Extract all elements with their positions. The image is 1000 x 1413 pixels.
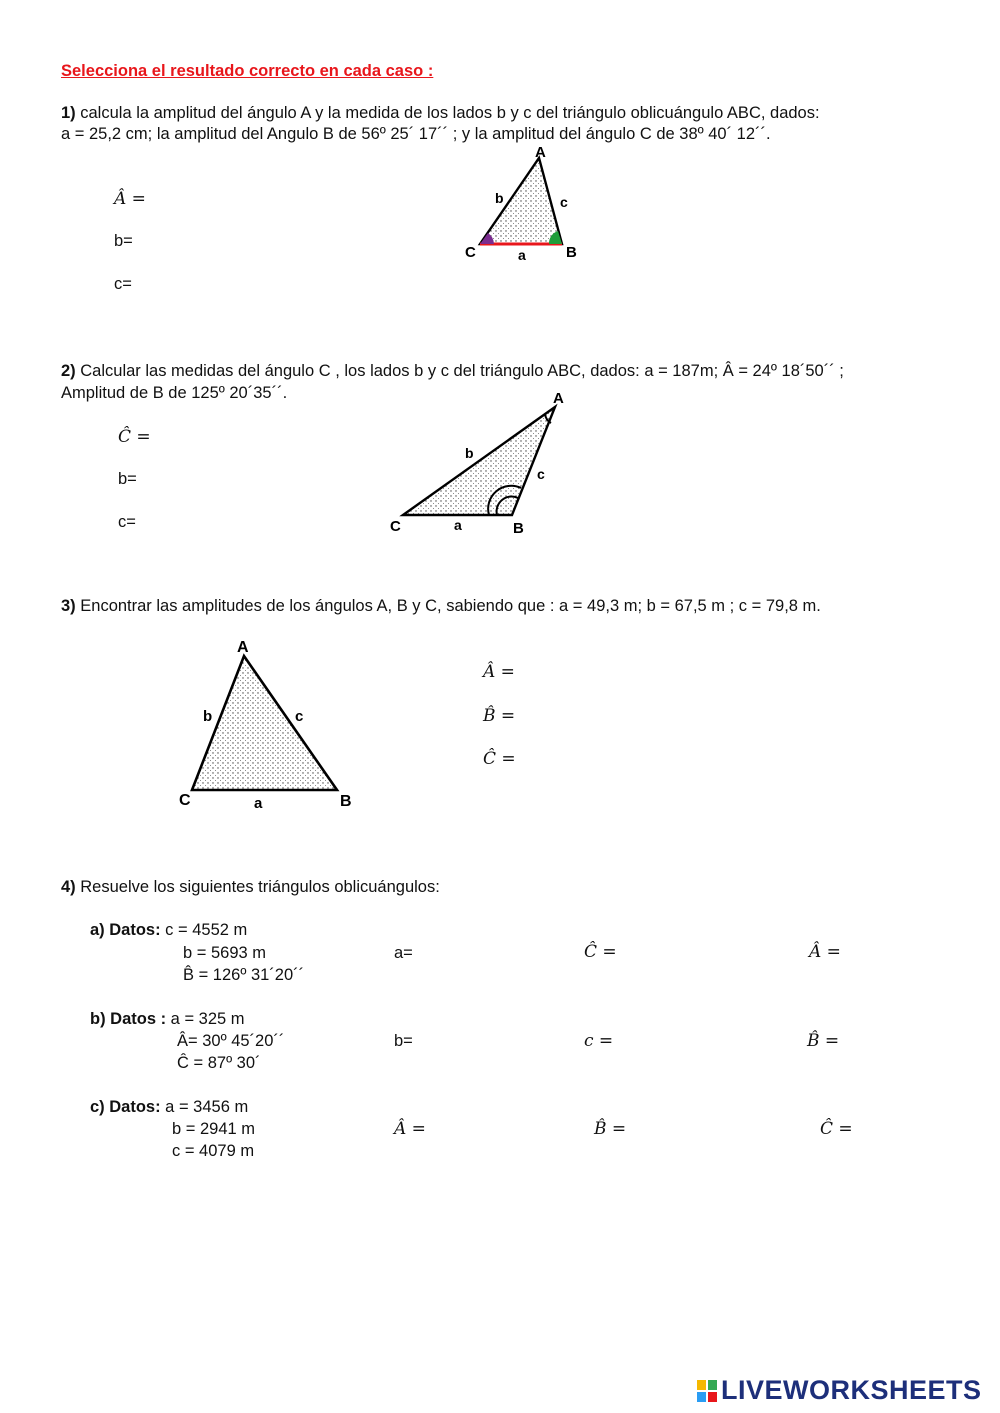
q1-line1 [61, 104, 820, 123]
q4a-label: a) Datos: [90, 921, 161, 939]
q3-vertex-a: A [237, 639, 249, 656]
q2-side-a-label: a [454, 517, 462, 533]
q2-vertex-a: A [553, 390, 564, 407]
q3-side-a-label: a [254, 795, 263, 812]
q1-answer-angle-a[interactable]: Â = [114, 189, 146, 209]
liveworksheets-wordmark: LIVEWORKSHEETS [721, 1375, 982, 1405]
q4-number: 4) [61, 878, 76, 896]
q1-text1: calcula la amplitud del ángulo A y la medida de los lados b y c del triángulo oblicuángulo ABC, dados: [75, 104, 820, 122]
q1-vertex-a: A [535, 144, 546, 161]
q4c-answer-angle-b[interactable]: B̂ = [594, 1119, 627, 1139]
q4b-a-value: a = 325 m [166, 1010, 245, 1028]
q4c-label: c) Datos: [90, 1098, 161, 1116]
q4a-angle-b-value: B̂ = 126º 31´20´´ [183, 966, 305, 984]
q2-triangle-diagram [385, 385, 575, 537]
q2-answer-side-b[interactable]: b= [118, 470, 137, 488]
q4a-c-value: c = 4552 m [160, 921, 248, 939]
q3-triangle-diagram [172, 632, 362, 812]
worksheet-heading: Selecciona el resultado correcto en cada caso : [61, 62, 434, 80]
q1-line2: a = 25,2 cm; la amplitud del Angulo B de 56º 25´ 17´´ ; y la amplitud del ángulo C de 38º 40´ 12´´. [61, 125, 771, 143]
q3-answer-angle-b[interactable]: B̂ = [483, 706, 516, 726]
q4c-b-value: b = 2941 m [172, 1120, 256, 1138]
q1-side-a-label: a [518, 247, 526, 263]
liveworksheets-logo [697, 1375, 982, 1406]
q4b-answer-side-c[interactable]: c = [584, 1031, 614, 1051]
q4a-data-line1 [90, 921, 247, 940]
q4b-angle-a-value: Â= 30º 45´20´´ [177, 1032, 285, 1050]
q2-line2: Amplitud de B de 125º 20´35´´. [61, 384, 288, 402]
q4a-answer-side-a[interactable]: a= [394, 944, 413, 962]
q2-number: 2) [61, 362, 76, 380]
q1-triangle-diagram [455, 140, 595, 270]
q1-answer-side-c[interactable]: c= [114, 275, 132, 293]
q4b-answer-side-b[interactable]: b= [394, 1032, 413, 1050]
q4-title: Resuelve los siguientes triángulos oblicuángulos: [75, 878, 440, 896]
q2-answer-angle-c[interactable]: Ĉ = [118, 427, 151, 447]
q1-triangle [480, 158, 562, 244]
q3-triangle [192, 656, 337, 790]
q3-number: 3) [61, 597, 76, 615]
q3-answer-angle-a[interactable]: Â = [483, 662, 515, 682]
liveworksheets-mark-icon [697, 1380, 717, 1402]
q3-vertex-b: B [340, 793, 352, 810]
q2-vertex-c: C [390, 518, 401, 535]
q2-triangle [403, 407, 555, 515]
q3-side-b-label: b [203, 708, 213, 725]
q3-vertex-c: C [179, 792, 191, 809]
q4b-label: b) Datos : [90, 1010, 167, 1028]
q4a-b-value: b = 5693 m [183, 944, 267, 962]
q1-side-b-label: b [495, 190, 504, 206]
q4c-answer-angle-a[interactable]: Â = [394, 1119, 426, 1139]
q4c-a-value: a = 3456 m [160, 1098, 249, 1116]
q2-side-c-label: c [537, 466, 545, 482]
q1-vertex-c: C [465, 244, 476, 261]
q2-answer-side-c[interactable]: c= [118, 513, 136, 531]
q1-vertex-b: B [566, 244, 577, 261]
q3-text1: Encontrar las amplitudes de los ángulos A, B y C, sabiendo que : a = 49,3 m; b = 67,5 m ; c = 79,8 m. [75, 597, 821, 615]
q4c-answer-angle-c[interactable]: Ĉ = [820, 1119, 853, 1139]
q4-title-line [61, 878, 440, 897]
q4c-data-line1 [90, 1098, 248, 1117]
q4c-c-value: c = 4079 m [172, 1142, 255, 1160]
q4a-answer-angle-a[interactable]: Â = [809, 942, 841, 962]
q1-number: 1) [61, 104, 76, 122]
q2-line1 [61, 362, 844, 381]
q4a-answer-angle-c[interactable]: Ĉ = [584, 942, 617, 962]
q1-answer-side-b[interactable]: b= [114, 232, 133, 250]
q4b-answer-angle-b[interactable]: B̂ = [807, 1031, 840, 1051]
q2-vertex-b: B [513, 520, 524, 537]
q3-answer-angle-c[interactable]: Ĉ = [483, 749, 516, 769]
q1-side-c-label: c [560, 194, 568, 210]
q4b-data-line1 [90, 1010, 245, 1029]
q4b-angle-c-value: Ĉ = 87º 30´ [177, 1054, 261, 1072]
q3-line1 [61, 597, 821, 616]
q2-text1: Calcular las medidas del ángulo C , los lados b y c del triángulo ABC, dados: a = 187m; Â = 24º 18´50´´ ; [75, 362, 844, 380]
q3-side-c-label: c [295, 708, 304, 725]
q2-side-b-label: b [465, 445, 474, 461]
